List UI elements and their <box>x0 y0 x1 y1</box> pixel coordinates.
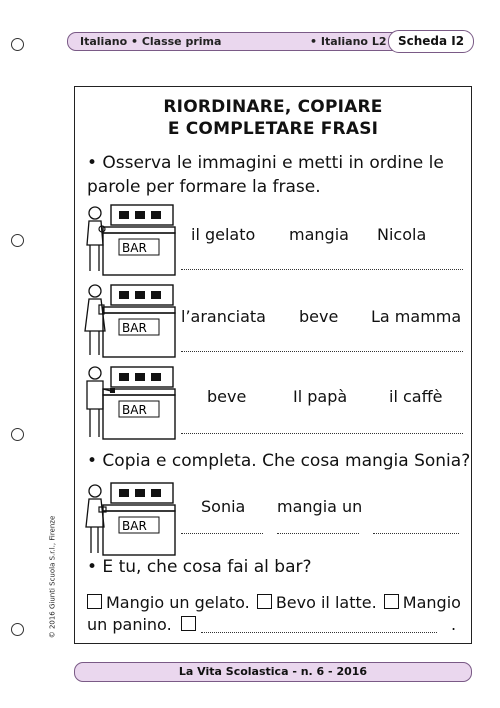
option-latte: Bevo il latte. <box>275 593 377 612</box>
exercise2-blank3[interactable] <box>373 533 459 534</box>
row3-word3: il caffè <box>389 387 443 406</box>
checkbox-latte[interactable] <box>257 594 272 609</box>
exercise3-line1 <box>87 591 461 615</box>
option-panino-a: Mangio <box>402 593 461 612</box>
row1-word2: mangia <box>289 225 349 244</box>
footer-bar: La Vita Scolastica - n. 6 - 2016 <box>74 662 472 682</box>
binder-hole <box>11 234 24 247</box>
exercise3-answer-line[interactable] <box>201 632 437 633</box>
checkbox-gelato[interactable] <box>87 594 102 609</box>
exercise3-line2 <box>87 613 200 637</box>
bar-illustration-boy <box>81 199 177 277</box>
row3-word1: beve <box>207 387 247 406</box>
row2-answer-line[interactable] <box>181 351 463 352</box>
bar-illustration-father <box>81 361 177 441</box>
bar-illustration-sonia <box>81 477 177 557</box>
option-gelato: Mangio un gelato. <box>106 593 250 612</box>
exercise2-word1: Sonia <box>201 497 246 516</box>
option-panino-b: un panino. <box>87 615 172 634</box>
header-section: • Italiano L2 <box>310 35 387 48</box>
row1-word3: Nicola <box>377 225 427 244</box>
exercise3-end-dot: . <box>451 615 457 634</box>
worksheet-title-line2: E COMPLETARE FRASI <box>167 119 379 139</box>
exercise2-instruction: • Copia e completa. Che cosa mangia Sonia? <box>87 451 471 471</box>
header-subject: Italiano • Classe prima <box>80 35 222 48</box>
exercise2-blank1[interactable] <box>181 533 263 534</box>
binder-hole <box>11 38 24 51</box>
copyright <box>48 505 66 655</box>
exercise2-blank2[interactable] <box>277 533 359 534</box>
checkbox-other[interactable] <box>181 616 196 631</box>
worksheet <box>74 86 472 644</box>
row2-word2: beve <box>299 307 339 326</box>
worksheet-title-line1: RIORDINARE, COPIARE <box>163 97 383 117</box>
scheda-tab: Scheda I2 <box>388 30 474 53</box>
bar-sign-2: BAR <box>122 321 147 335</box>
exercise1-instruction-line1: • Osserva le immagini e metti in ordine le <box>87 153 444 173</box>
bar-sign-4: BAR <box>122 519 147 533</box>
binder-hole <box>11 428 24 441</box>
binder-hole <box>11 623 24 636</box>
exercise3-instruction: • E tu, che cosa fai al bar? <box>87 557 312 577</box>
row3-answer-line[interactable] <box>181 433 463 434</box>
copyright-text: © 2016 Giunti Scuola S.r.l., Firenze <box>48 515 57 639</box>
bar-illustration-mother <box>81 279 177 359</box>
row1-answer-line[interactable] <box>181 269 463 270</box>
exercise1-instruction-line2: parole per formare la frase. <box>87 177 321 197</box>
checkbox-panino[interactable] <box>384 594 399 609</box>
row1-word1: il gelato <box>191 225 256 244</box>
row2-word1: l’aranciata <box>181 307 266 326</box>
row2-word3: La mamma <box>371 307 462 326</box>
exercise2-word2: mangia un <box>277 497 363 516</box>
bar-sign-3: BAR <box>122 403 147 417</box>
row3-word2: Il papà <box>293 387 348 406</box>
bar-sign-1: BAR <box>122 241 147 255</box>
